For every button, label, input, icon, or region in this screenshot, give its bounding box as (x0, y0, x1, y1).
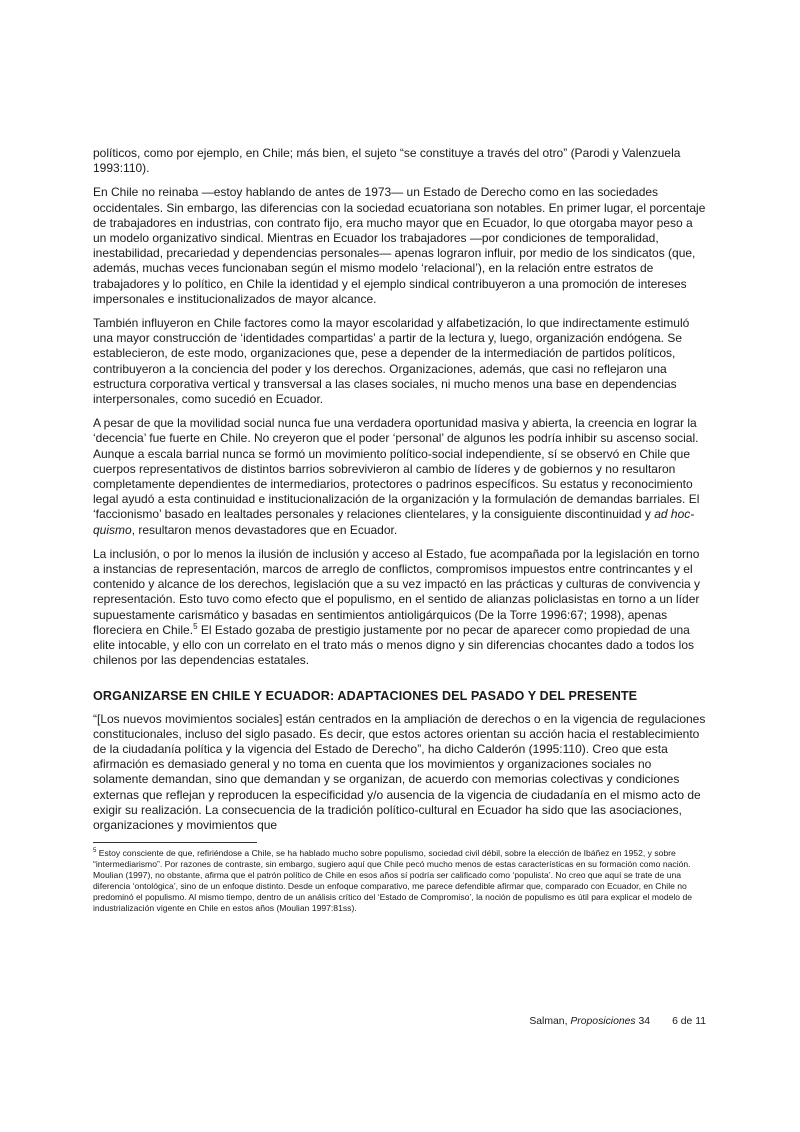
italic-term: ad hoc-quismo (93, 507, 695, 537)
page-body (93, 146, 707, 914)
page-number: 6 de 11 (672, 1016, 706, 1027)
footnote-marker: 5 (93, 848, 97, 855)
section-heading: ORGANIZARSE EN CHILE Y ECUADOR: ADAPTACIONES DEL PASADO Y DEL PRESENTE (93, 688, 638, 703)
paragraph-2: En Chile no reinaba —estoy hablando de antes de 1973— un Estado de Derecho como en las sociedades occidentales. Sin embargo, las diferencias con la sociedad ecuatoriana son notables. En primer lugar, el porcentaje de trabajadores en industrias, con contrato fijo, era mucho mayor que en Ecuador, lo que otorgaba mayor peso a un modelo organizativo sindical. Mientras en Ecuador los trabajadores —por condiciones de temporalidad, inestabilidad, precariedad y dependencias personales— apenas lograron influir, por medio de los sindicatos (que, además, muchas veces funcionaban según el mismo modelo ‘relacional’), en la relación entre estratos de trabajadores y lo político, en Chile la identidad y el ejemplo sindical contribuyeron a una promoción de intereses impersonales e institucionalizados de mayor alcance. (93, 185, 706, 306)
paragraph-4: A pesar de que la movilidad social nunca fue una verdadera oportunidad masiva y abierta, la creencia en lograr la ‘decencia’ fue fuerte en Chile. No creyeron que el poder ‘personal’ de algunos les podría inhibir su ascenso social. Aunque a escala barrial nunca se formó un movimiento político-social independiente, sí se observó en Chile que cuerpos representativos de distintos barrios sobrevivieron al cambio de líderes y de gobiernos y no resultaron completamente dependientes de intermediarios, protectores o padrinos específicos. Su estatus y reconocimiento legal ayudó a esta continuidad e institucionalización de la organización y la formulación de demandas barriales. El ‘faccionismo’ basado en lealtades personales y relaciones clientelares, y la consiguiente discontinuidad y ad hoc-quismo, resultaron menos devastadores que en Ecuador. (93, 416, 700, 537)
footnote-divider (93, 842, 257, 843)
footnote-5: $^5$ Estoy consciente de que, refiriéndose a Chile, se ha hablado mucho sobre populismo, sociedad civil débil, sobre la elección de Ibáñez en 1952, y sobre “intermediarismo”. Por razones de contraste, sin embargo, sugiero aquí que Chile pecó mucho menos de estas características en su formación como nación. Moulian (1997), no obstante, afirma que el patrón político de Chile en esos años sí podría ser calificado como ‘populista’. No creo que aquí se trate de una diferencia ‘ontológica’, sino de un enfoque distinto. Desde un enfoque comparativo, me parece defendible afirmar que, comparado con Ecuador, en Chile no predominó el populismo. Al mismo tiempo, dentro de un análisis crítico del ‘Estado de Compromiso’, la noción de populismo es útil para explicar el modelo de industrialización vigente en Chile en estos años (Moulian 1997:81ss). (93, 848, 693, 914)
paragraph-5: La inclusión, o por lo menos la ilusión de inclusión y acceso al Estado, fue acompañada por la legislación en torno a instancias de representación, marcos de arreglo de conflictos, compromisos impuestos entre contrincantes y el contenido y alcance de los derechos, legislación que a su vez impactó en las prácticas y culturas de convivencia y representación. Esto tuvo como efecto que el populismo, en el sentido de alianzas policlasistas en torno a un líder supuestamente carismático y basadas en sentimientos antioligárquicos (De la Torre 1996:67; 1998), apenas floreciera en Chile.$^5$ El Estado gozaba de prestigio justamente por no pecar de aparecer como propiedad de una elite intocable, y ello con un correlato en el trato más o menos digno y sin diferencias chocantes dado a todos los chilenos por las dependencias estatales. (93, 546, 701, 668)
footnote-reference[interactable]: 5 (193, 621, 198, 631)
footer-journal: Proposiciones (570, 1016, 636, 1027)
paragraph-1: políticos, como por ejemplo, en Chile; más bien, el sujeto “se constituye a través del otro” (Parodi y Valenzuela 1993:110). (93, 146, 681, 176)
paragraph-3: También influyeron en Chile factores como la mayor escolaridad y alfabetización, lo que indirectamente estimuló una mayor construcción de ‘identidades compartidas’ a partir de la lectura y, luego, organización endógena. Se establecieron, de este modo, organizaciones que, pese a depender de la intermediación de partidos políticos, contribuyeron a la conciencia del poder y los derechos. Organizaciones, además, que casi no reflejaron una estructura corporativa vertical y transversal a las clases sociales, ni mucho menos una base en dependencias interpersonales, como sucedió en Ecuador. (93, 316, 690, 407)
footer-issue: 34 (635, 1016, 651, 1027)
page-footer (529, 1016, 706, 1027)
footer-author: Salman, (529, 1016, 571, 1027)
paragraph-6: “[Los nuevos movimientos sociales] están centrados en la ampliación de derechos o en la vigencia de regulaciones constitucionales, incluso del siglo pasado. Es decir, que estos actores orientan su acción hacia el restablecimiento de la ciudadanía política y la vigencia del Estado de Derecho”, ha dicho Calderón (1995:110). Creo que esta afirmación es demasiado general y no toma en cuenta que los movimientos y organizaciones sociales no solamente demandan, sino que demandan y se organizan, de acuerdo con memorias colectivas y condiciones externas que reflejan y reproducen la especificidad y/o ausencia de la vigencia de ciudadanía en el mismo acto de exigir su realización. La consecuencia de la tradición político-cultural en Ecuador ha sido que las asociaciones, organizaciones y movimientos que (93, 711, 706, 832)
